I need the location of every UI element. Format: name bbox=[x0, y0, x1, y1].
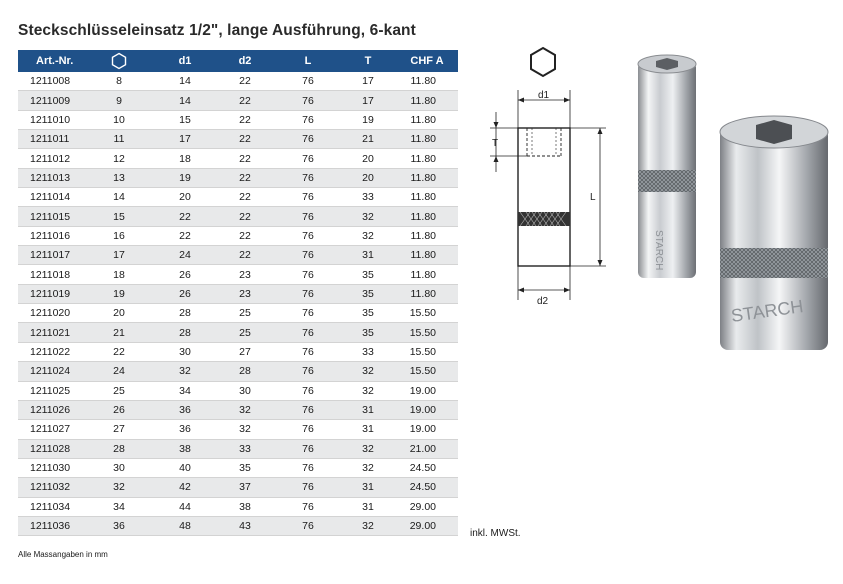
cell-d2: 30 bbox=[214, 381, 276, 400]
cell-price: 21.00 bbox=[396, 439, 458, 458]
cell-l: 76 bbox=[276, 342, 340, 361]
table-row bbox=[18, 323, 458, 342]
cell-d1: 22 bbox=[156, 207, 214, 226]
cell-size: 34 bbox=[82, 497, 156, 516]
cell-art: 1211012 bbox=[18, 149, 82, 168]
cell-t: 31 bbox=[340, 246, 396, 265]
cell-d2: 25 bbox=[214, 323, 276, 342]
cell-size: 16 bbox=[82, 226, 156, 245]
table-row bbox=[18, 342, 458, 361]
cell-d1: 22 bbox=[156, 226, 214, 245]
cell-d1: 36 bbox=[156, 420, 214, 439]
cell-art: 1211017 bbox=[18, 246, 82, 265]
cell-d2: 43 bbox=[214, 516, 276, 535]
cell-price: 15.50 bbox=[396, 304, 458, 323]
technical-drawing bbox=[480, 40, 620, 310]
product-photo bbox=[620, 50, 840, 360]
cell-d2: 22 bbox=[214, 168, 276, 187]
cell-l: 76 bbox=[276, 304, 340, 323]
cell-price: 29.00 bbox=[396, 497, 458, 516]
cell-d1: 17 bbox=[156, 130, 214, 149]
cell-size: 21 bbox=[82, 323, 156, 342]
table-row bbox=[18, 478, 458, 497]
cell-size: 11 bbox=[82, 130, 156, 149]
table-body bbox=[18, 72, 458, 536]
table-row bbox=[18, 362, 458, 381]
cell-t: 35 bbox=[340, 323, 396, 342]
col-header-l: L bbox=[276, 50, 340, 72]
cell-price: 15.50 bbox=[396, 362, 458, 381]
cell-d1: 40 bbox=[156, 458, 214, 477]
cell-d2: 22 bbox=[214, 130, 276, 149]
cell-art: 1211036 bbox=[18, 516, 82, 535]
cell-d1: 30 bbox=[156, 342, 214, 361]
large-socket-image bbox=[720, 116, 828, 350]
cell-t: 31 bbox=[340, 497, 396, 516]
col-header-price: CHF A bbox=[396, 50, 458, 72]
cell-art: 1211015 bbox=[18, 207, 82, 226]
table-row bbox=[18, 72, 458, 91]
cell-t: 19 bbox=[340, 110, 396, 129]
table-row bbox=[18, 516, 458, 535]
cell-d1: 14 bbox=[156, 72, 214, 91]
cell-d1: 44 bbox=[156, 497, 214, 516]
cell-l: 76 bbox=[276, 516, 340, 535]
table-row bbox=[18, 188, 458, 207]
cell-d1: 28 bbox=[156, 323, 214, 342]
cell-d2: 22 bbox=[214, 226, 276, 245]
cell-size: 20 bbox=[82, 304, 156, 323]
cell-price: 19.00 bbox=[396, 420, 458, 439]
cell-t: 35 bbox=[340, 265, 396, 284]
cell-d2: 22 bbox=[214, 149, 276, 168]
dim-label-d1: d1 bbox=[538, 90, 550, 101]
cell-art: 1211022 bbox=[18, 342, 82, 361]
table-row bbox=[18, 304, 458, 323]
cell-size: 10 bbox=[82, 110, 156, 129]
cell-price: 11.80 bbox=[396, 246, 458, 265]
cell-d2: 22 bbox=[214, 188, 276, 207]
hexagon-icon bbox=[110, 52, 128, 70]
cell-art: 1211014 bbox=[18, 188, 82, 207]
cell-size: 12 bbox=[82, 149, 156, 168]
cell-t: 32 bbox=[340, 516, 396, 535]
cell-d1: 26 bbox=[156, 284, 214, 303]
cell-l: 76 bbox=[276, 497, 340, 516]
cell-price: 11.80 bbox=[396, 110, 458, 129]
dim-label-t: T bbox=[492, 138, 499, 149]
cell-size: 30 bbox=[82, 458, 156, 477]
cell-t: 20 bbox=[340, 168, 396, 187]
cell-size: 27 bbox=[82, 420, 156, 439]
cell-t: 33 bbox=[340, 188, 396, 207]
cell-d1: 14 bbox=[156, 91, 214, 110]
cell-d2: 25 bbox=[214, 304, 276, 323]
cell-t: 35 bbox=[340, 284, 396, 303]
cell-d2: 22 bbox=[214, 110, 276, 129]
cell-d2: 32 bbox=[214, 400, 276, 419]
cell-t: 32 bbox=[340, 458, 396, 477]
cell-art: 1211013 bbox=[18, 168, 82, 187]
cell-l: 76 bbox=[276, 284, 340, 303]
cell-d1: 26 bbox=[156, 265, 214, 284]
dim-label-d2: d2 bbox=[537, 296, 549, 307]
cell-art: 1211027 bbox=[18, 420, 82, 439]
cell-d1: 32 bbox=[156, 362, 214, 381]
cell-art: 1211010 bbox=[18, 110, 82, 129]
cell-d2: 33 bbox=[214, 439, 276, 458]
cell-t: 21 bbox=[340, 130, 396, 149]
cell-price: 11.80 bbox=[396, 188, 458, 207]
tax-note: inkl. MWSt. bbox=[470, 528, 521, 539]
table-row bbox=[18, 149, 458, 168]
page-title: Steckschlüsseleinsatz 1/2", lange Ausführung, 6-kant bbox=[18, 22, 416, 39]
cell-d1: 38 bbox=[156, 439, 214, 458]
cell-size: 28 bbox=[82, 439, 156, 458]
cell-art: 1211019 bbox=[18, 284, 82, 303]
cell-d2: 37 bbox=[214, 478, 276, 497]
cell-art: 1211032 bbox=[18, 478, 82, 497]
cell-size: 19 bbox=[82, 284, 156, 303]
cell-price: 11.80 bbox=[396, 91, 458, 110]
brand-text: STARCH bbox=[729, 296, 805, 326]
cell-l: 76 bbox=[276, 130, 340, 149]
table-row bbox=[18, 91, 458, 110]
cell-price: 11.80 bbox=[396, 265, 458, 284]
cell-t: 31 bbox=[340, 420, 396, 439]
cell-t: 33 bbox=[340, 342, 396, 361]
cell-l: 76 bbox=[276, 381, 340, 400]
table-header-row bbox=[18, 50, 458, 72]
col-header-t: T bbox=[340, 50, 396, 72]
col-header-art-nr: Art.-Nr. bbox=[18, 50, 82, 72]
table-row bbox=[18, 400, 458, 419]
cell-size: 25 bbox=[82, 381, 156, 400]
table-row bbox=[18, 226, 458, 245]
cell-price: 11.80 bbox=[396, 149, 458, 168]
table-row bbox=[18, 497, 458, 516]
cell-size: 18 bbox=[82, 265, 156, 284]
cell-l: 76 bbox=[276, 226, 340, 245]
small-socket-image bbox=[638, 55, 696, 278]
cell-l: 76 bbox=[276, 110, 340, 129]
cell-d2: 23 bbox=[214, 284, 276, 303]
cell-size: 14 bbox=[82, 188, 156, 207]
cell-d1: 48 bbox=[156, 516, 214, 535]
cell-price: 11.80 bbox=[396, 168, 458, 187]
cell-t: 31 bbox=[340, 400, 396, 419]
table-row bbox=[18, 207, 458, 226]
cell-d2: 22 bbox=[214, 207, 276, 226]
spec-table bbox=[18, 50, 458, 536]
cell-l: 76 bbox=[276, 188, 340, 207]
col-header-d2: d2 bbox=[214, 50, 276, 72]
table-row bbox=[18, 420, 458, 439]
cell-art: 1211016 bbox=[18, 226, 82, 245]
table-row bbox=[18, 246, 458, 265]
cell-l: 76 bbox=[276, 478, 340, 497]
cell-d2: 22 bbox=[214, 72, 276, 91]
cell-d2: 22 bbox=[214, 91, 276, 110]
cell-art: 1211021 bbox=[18, 323, 82, 342]
cell-d2: 32 bbox=[214, 420, 276, 439]
cell-d1: 36 bbox=[156, 400, 214, 419]
cell-d1: 18 bbox=[156, 149, 214, 168]
cell-art: 1211030 bbox=[18, 458, 82, 477]
cell-d2: 27 bbox=[214, 342, 276, 361]
table-row bbox=[18, 458, 458, 477]
cell-price: 11.80 bbox=[396, 226, 458, 245]
cell-size: 13 bbox=[82, 168, 156, 187]
cell-t: 35 bbox=[340, 304, 396, 323]
cell-t: 17 bbox=[340, 72, 396, 91]
cell-price: 11.80 bbox=[396, 72, 458, 91]
cell-art: 1211034 bbox=[18, 497, 82, 516]
cell-d1: 24 bbox=[156, 246, 214, 265]
table-row bbox=[18, 381, 458, 400]
cell-l: 76 bbox=[276, 91, 340, 110]
cell-t: 31 bbox=[340, 478, 396, 497]
cell-t: 32 bbox=[340, 381, 396, 400]
cell-size: 32 bbox=[82, 478, 156, 497]
cell-price: 29.00 bbox=[396, 516, 458, 535]
cell-d2: 23 bbox=[214, 265, 276, 284]
cell-art: 1211009 bbox=[18, 91, 82, 110]
cell-size: 22 bbox=[82, 342, 156, 361]
svg-text:STARCH: STARCH bbox=[653, 230, 664, 271]
cell-art: 1211026 bbox=[18, 400, 82, 419]
cell-d2: 35 bbox=[214, 458, 276, 477]
cell-t: 32 bbox=[340, 207, 396, 226]
cell-art: 1211018 bbox=[18, 265, 82, 284]
cell-l: 76 bbox=[276, 420, 340, 439]
cell-d2: 38 bbox=[214, 497, 276, 516]
cell-size: 36 bbox=[82, 516, 156, 535]
table-row bbox=[18, 439, 458, 458]
cell-l: 76 bbox=[276, 323, 340, 342]
cell-t: 32 bbox=[340, 439, 396, 458]
cell-d1: 42 bbox=[156, 478, 214, 497]
cell-price: 15.50 bbox=[396, 342, 458, 361]
cell-l: 76 bbox=[276, 72, 340, 91]
cell-l: 76 bbox=[276, 458, 340, 477]
table-row bbox=[18, 110, 458, 129]
table-row bbox=[18, 284, 458, 303]
col-header-size bbox=[82, 50, 156, 72]
footnote: Alle Massangaben in mm bbox=[18, 550, 108, 559]
cell-price: 11.80 bbox=[396, 207, 458, 226]
cell-art: 1211020 bbox=[18, 304, 82, 323]
cell-l: 76 bbox=[276, 168, 340, 187]
cell-art: 1211011 bbox=[18, 130, 82, 149]
cell-d2: 22 bbox=[214, 246, 276, 265]
cell-d1: 34 bbox=[156, 381, 214, 400]
table-row bbox=[18, 130, 458, 149]
cell-price: 24.50 bbox=[396, 478, 458, 497]
cell-art: 1211008 bbox=[18, 72, 82, 91]
cell-size: 15 bbox=[82, 207, 156, 226]
cell-art: 1211028 bbox=[18, 439, 82, 458]
cell-price: 11.80 bbox=[396, 284, 458, 303]
hexagon-symbol-icon bbox=[531, 48, 555, 76]
cell-price: 24.50 bbox=[396, 458, 458, 477]
cell-price: 15.50 bbox=[396, 323, 458, 342]
cell-price: 19.00 bbox=[396, 381, 458, 400]
cell-l: 76 bbox=[276, 362, 340, 381]
cell-l: 76 bbox=[276, 246, 340, 265]
table-row bbox=[18, 168, 458, 187]
cell-t: 32 bbox=[340, 226, 396, 245]
cell-l: 76 bbox=[276, 400, 340, 419]
cell-d1: 20 bbox=[156, 188, 214, 207]
dim-label-l: L bbox=[590, 192, 596, 203]
cell-size: 17 bbox=[82, 246, 156, 265]
cell-d1: 15 bbox=[156, 110, 214, 129]
cell-price: 11.80 bbox=[396, 130, 458, 149]
cell-size: 24 bbox=[82, 362, 156, 381]
cell-t: 17 bbox=[340, 91, 396, 110]
cell-art: 1211025 bbox=[18, 381, 82, 400]
table-row bbox=[18, 265, 458, 284]
cell-price: 19.00 bbox=[396, 400, 458, 419]
cell-l: 76 bbox=[276, 439, 340, 458]
cell-l: 76 bbox=[276, 207, 340, 226]
cell-t: 20 bbox=[340, 149, 396, 168]
cell-d2: 28 bbox=[214, 362, 276, 381]
cell-size: 8 bbox=[82, 72, 156, 91]
cell-l: 76 bbox=[276, 149, 340, 168]
cell-d1: 19 bbox=[156, 168, 214, 187]
cell-t: 32 bbox=[340, 362, 396, 381]
cell-art: 1211024 bbox=[18, 362, 82, 381]
cell-l: 76 bbox=[276, 265, 340, 284]
col-header-d1: d1 bbox=[156, 50, 214, 72]
cell-size: 26 bbox=[82, 400, 156, 419]
cell-size: 9 bbox=[82, 91, 156, 110]
cell-d1: 28 bbox=[156, 304, 214, 323]
